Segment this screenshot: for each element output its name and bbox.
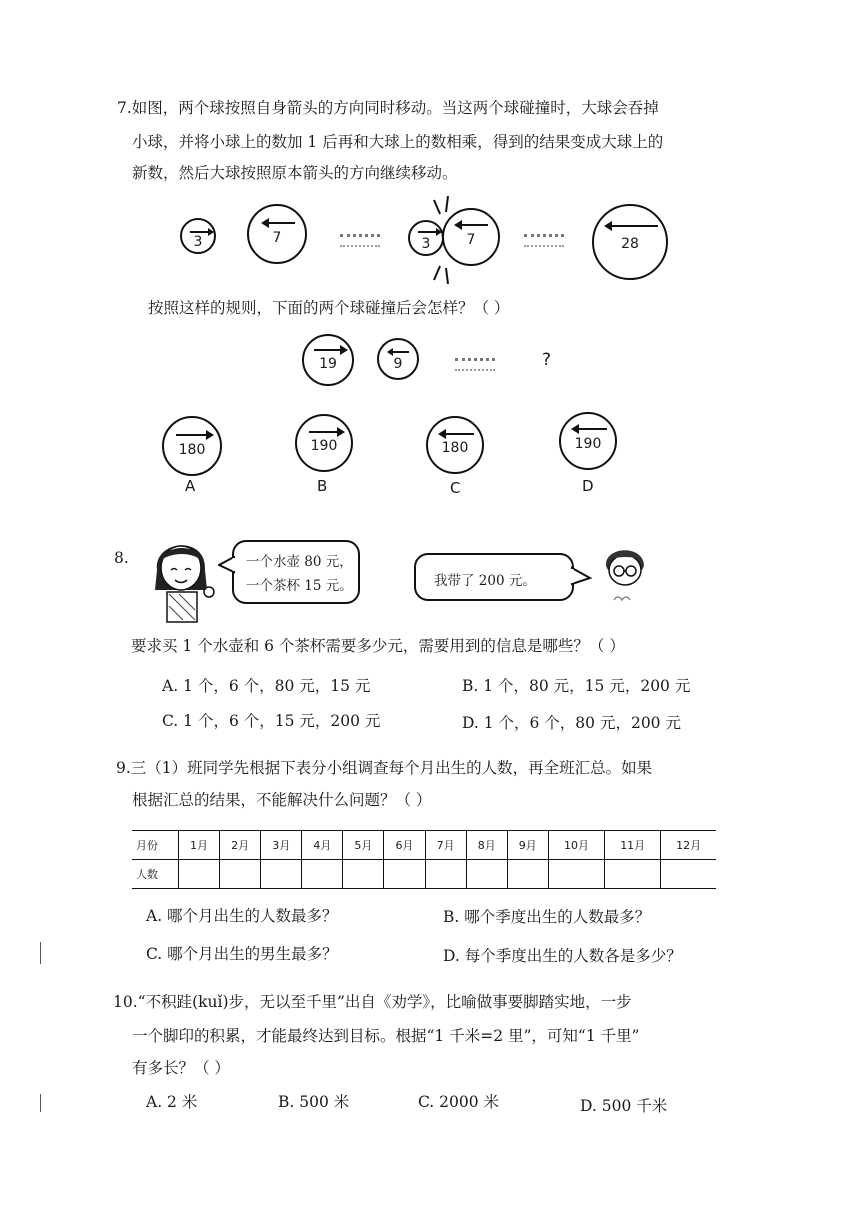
birth-month-table bbox=[132, 830, 716, 889]
month-cell: 6月 bbox=[384, 831, 425, 860]
q8-option-d[interactable]: D. 1 个，6 个，80 元，200 元 bbox=[462, 714, 681, 732]
girl-illustration bbox=[145, 530, 220, 625]
q7-line-3: 新数，然后大球按照原本箭头的方向继续移动。 bbox=[132, 164, 458, 182]
girl-speech-bubble bbox=[232, 540, 360, 604]
transition-arrow-icon bbox=[524, 234, 564, 247]
count-cell[interactable] bbox=[261, 860, 302, 889]
example-big-ball bbox=[247, 204, 307, 264]
option-a-letter: A bbox=[185, 477, 196, 495]
bubble-tail-icon bbox=[570, 566, 592, 586]
girl-bubble-line-2: 一个茶杯 15 元。 bbox=[246, 578, 353, 594]
month-cell: 10月 bbox=[548, 831, 604, 860]
ball-number: 3 bbox=[421, 236, 431, 252]
q7-line-2: 小球，并将小球上的数加 1 后再和大球上的数相乘，得到的结果变成大球上的 bbox=[132, 133, 664, 151]
count-cell[interactable] bbox=[343, 860, 384, 889]
puzzle-big-ball bbox=[302, 334, 354, 386]
option-b-ball[interactable] bbox=[295, 414, 353, 472]
impact-lines-icon bbox=[426, 196, 466, 284]
ball-number: 7 bbox=[466, 232, 476, 248]
q7-question: 按照这样的规则，下面的两个球碰撞后会怎样？（ ） bbox=[148, 299, 510, 317]
q9-line-1: 9.三（1）班同学先根据下表分小组调查每个月出生的人数，再全班汇总。如果 bbox=[116, 759, 653, 777]
ball-number: 180 bbox=[178, 442, 206, 458]
count-cell[interactable] bbox=[220, 860, 261, 889]
month-cell: 11月 bbox=[605, 831, 661, 860]
q10-option-a[interactable]: A. 2 米 bbox=[146, 1093, 198, 1111]
ball-number: 9 bbox=[393, 356, 403, 372]
scan-margin-mark bbox=[40, 1094, 41, 1112]
q8-option-b[interactable]: B. 1 个，80 元，15 元，200 元 bbox=[462, 677, 691, 695]
q9-option-c[interactable]: C. 哪个月出生的男生最多？ bbox=[146, 945, 338, 963]
q8-number: 8. bbox=[114, 549, 129, 567]
ball-number: 190 bbox=[310, 438, 338, 454]
count-cell[interactable] bbox=[548, 860, 604, 889]
q9-option-b[interactable]: B. 哪个季度出生的人数最多？ bbox=[443, 908, 651, 926]
month-cell: 2月 bbox=[220, 831, 261, 860]
q10-line-1: 10.“不积跬(kuǐ)步，无以至千里”出自《劝学》，比喻做事要脚踏实地，一步 bbox=[113, 993, 632, 1011]
ball-number: 190 bbox=[574, 436, 602, 452]
option-c-letter: C bbox=[450, 479, 461, 497]
table-row bbox=[132, 860, 716, 889]
q9-option-a[interactable]: A. 哪个月出生的人数最多？ bbox=[146, 907, 338, 925]
q8-question: 要求买 1 个水壶和 6 个茶杯需要多少元，需要用到的信息是哪些？（ ） bbox=[131, 637, 625, 655]
ball-number: 7 bbox=[272, 230, 282, 246]
q8-option-c[interactable]: C. 1 个，6 个，15 元，200 元 bbox=[162, 712, 381, 730]
ball-number: 180 bbox=[441, 440, 469, 456]
q10-option-d[interactable]: D. 500 千米 bbox=[580, 1097, 668, 1115]
puzzle-result: ? bbox=[542, 350, 552, 370]
month-cell: 5月 bbox=[343, 831, 384, 860]
option-a-ball[interactable] bbox=[162, 416, 222, 476]
option-d-ball[interactable] bbox=[559, 412, 617, 470]
q10-line-2: 一个脚印的积累，才能最终达到目标。根据“1 千米=2 里”，可知“1 千里” bbox=[132, 1027, 640, 1045]
ball-number: 19 bbox=[319, 356, 337, 372]
q7-line-1: 7.如图，两个球按照自身箭头的方向同时移动。当这两个球碰撞时，大球会吞掉 bbox=[117, 99, 659, 117]
boy-bubble-text: 我带了 200 元。 bbox=[434, 573, 536, 589]
transition-arrow-icon bbox=[340, 234, 380, 247]
ball-number: 28 bbox=[621, 236, 639, 252]
table-row bbox=[132, 831, 716, 860]
month-cell: 8月 bbox=[466, 831, 507, 860]
count-cell[interactable] bbox=[661, 860, 716, 889]
q9-option-d[interactable]: D. 每个季度出生的人数各是多少？ bbox=[443, 947, 682, 965]
count-cell[interactable] bbox=[507, 860, 548, 889]
example-small-ball bbox=[180, 218, 216, 254]
girl-bubble-line-1: 一个水壶 80 元， bbox=[246, 554, 353, 570]
q10-option-b[interactable]: B. 500 米 bbox=[278, 1093, 350, 1111]
option-b-letter: B bbox=[317, 477, 328, 495]
scan-margin-mark bbox=[40, 942, 41, 964]
option-d-letter: D bbox=[582, 477, 594, 495]
count-cell[interactable] bbox=[302, 860, 343, 889]
boy-speech-bubble bbox=[414, 553, 574, 601]
bubble-tail-icon bbox=[218, 556, 236, 574]
transition-arrow-icon bbox=[455, 358, 495, 371]
table-row-label: 人数 bbox=[132, 860, 179, 889]
puzzle-small-ball bbox=[377, 338, 419, 380]
option-c-ball[interactable] bbox=[426, 416, 484, 474]
count-cell[interactable] bbox=[466, 860, 507, 889]
month-cell: 9月 bbox=[507, 831, 548, 860]
boy-illustration bbox=[600, 542, 650, 614]
q10-option-c[interactable]: C. 2000 米 bbox=[418, 1093, 500, 1111]
month-cell: 12月 bbox=[661, 831, 716, 860]
q10-line-3: 有多长？（ ） bbox=[132, 1059, 230, 1077]
month-cell: 1月 bbox=[179, 831, 220, 860]
count-cell[interactable] bbox=[605, 860, 661, 889]
count-cell[interactable] bbox=[179, 860, 220, 889]
month-cell: 7月 bbox=[425, 831, 466, 860]
table-row-label: 月份 bbox=[132, 831, 179, 860]
count-cell[interactable] bbox=[384, 860, 425, 889]
count-cell[interactable] bbox=[425, 860, 466, 889]
q8-option-a[interactable]: A. 1 个，6 个，80 元，15 元 bbox=[162, 677, 371, 695]
ball-number: 3 bbox=[193, 234, 203, 250]
result-ball bbox=[592, 204, 668, 280]
month-cell: 4月 bbox=[302, 831, 343, 860]
month-cell: 3月 bbox=[261, 831, 302, 860]
q9-line-2: 根据汇总的结果，不能解决什么问题？（ ） bbox=[132, 791, 432, 809]
